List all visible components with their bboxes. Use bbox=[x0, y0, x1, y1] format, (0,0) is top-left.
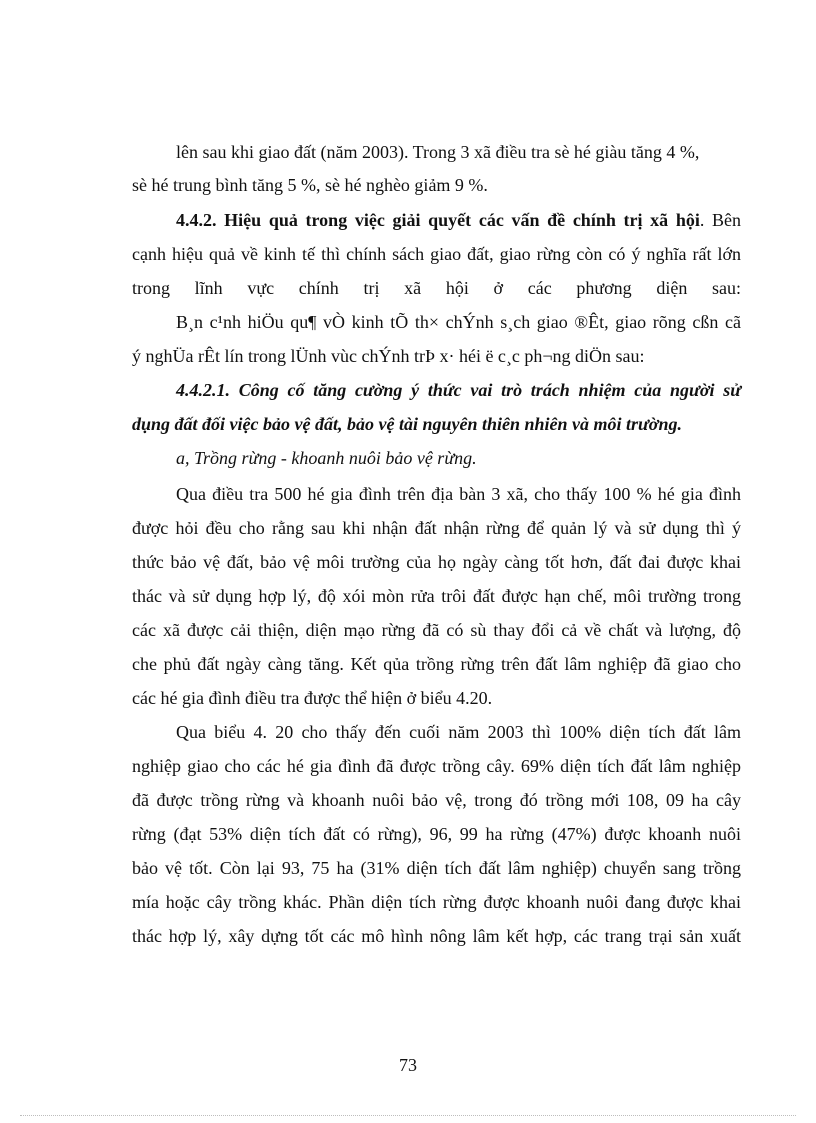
body-line: Qua biểu 4. 20 cho thấy đến cuối năm 2003 thì 100% diện tích đất lâm bbox=[176, 722, 741, 742]
body-text: . Bên bbox=[699, 210, 742, 230]
body-line: thác hợp lý, xây dựng tốt các mô hình nông lâm kết hợp, các trang trại sản xuất bbox=[132, 926, 741, 946]
subsection-heading-continued: dụng đất đối việc bảo vệ đất, bảo vệ tài nguyên thiên nhiên và môi trường. bbox=[132, 414, 682, 434]
page-bottom-divider bbox=[20, 1115, 796, 1116]
body-line: rừng (đạt 53% diện tích đất có rừng), 96, 99 ha rừng (47%) được khoanh nuôi bbox=[132, 824, 741, 844]
section-heading-4-4-2: 4.4.2. Hiệu quả trong việc giải quyết các vấn đề chính trị xã hội bbox=[176, 210, 700, 230]
body-line: lên sau khi giao đất (năm 2003). Trong 3 xã điều tra sè hé giàu tăng 4 %, bbox=[176, 142, 700, 162]
body-line: đã được trồng rừng và khoanh nuôi bảo vệ, trong đó trồng mới 108, 09 ha cây bbox=[132, 790, 741, 810]
body-line: thức bảo vệ đất, bảo vệ môi trường của họ ngày càng tốt hơn, đất đai được khai bbox=[132, 552, 741, 572]
item-heading-a: a, Trồng rừng - khoanh nuôi bảo vệ rừng. bbox=[176, 448, 477, 468]
garbled-body-line: ý nghÜa rÊt lín trong lÜnh vùc chÝnh trÞ x· héi ë c¸c ph¬ng diÖn sau: bbox=[132, 346, 645, 366]
body-line: che phủ đất ngày càng tăng. Kết qủa trồng rừng trên đất lâm nghiệp đã giao cho bbox=[132, 654, 741, 674]
body-line: sè hé trung bình tăng 5 %, sè hé nghèo giảm 9 %. bbox=[132, 175, 488, 195]
page-number: 73 bbox=[399, 1055, 417, 1075]
subsection-heading-4-4-2-1: 4.4.2.1. Công cố tăng cường ý thức vai trò trách nhiệm của người sử bbox=[176, 380, 741, 400]
body-line: Qua điều tra 500 hé gia đình trên địa bàn 3 xã, cho thấy 100 % hé gia đình bbox=[176, 484, 741, 504]
body-line: các xã được cải thiện, diện mạo rừng đã có sù thay đổi cả về chất và lượng, độ bbox=[132, 620, 741, 640]
section-heading-line bbox=[176, 209, 741, 231]
garbled-body-line: B¸n c¹nh hiÖu qu¶ vÒ kinh tÕ th× chÝnh s¸ch giao ®Êt, giao rõng cßn cã bbox=[176, 312, 741, 332]
body-line: nghiệp giao cho các hé gia đình đã được trồng cây. 69% diện tích đất lâm nghiệp bbox=[132, 756, 741, 776]
body-line: bảo vệ tốt. Còn lại 93, 75 ha (31% diện tích đất lâm nghiệp) chuyển sang trồng bbox=[132, 858, 741, 878]
body-line: trong lĩnh vực chính trị xã hội ở các phương diện sau: bbox=[132, 278, 741, 298]
body-line: thác và sử dụng hợp lý, độ xói mòn rửa trôi đất được hạn chế, môi trường trong bbox=[132, 586, 741, 606]
body-line: các hé gia đình điều tra được thể hiện ở biểu 4.20. bbox=[132, 688, 493, 708]
body-line: cạnh hiệu quả về kinh tế thì chính sách giao đất, giao rừng còn có ý nghĩa rất lớn bbox=[132, 244, 741, 264]
body-line: mía hoặc cây trồng khác. Phần diện tích rừng được khoanh nuôi đang được khai bbox=[132, 892, 741, 912]
body-line: được hỏi đều cho rằng sau khi nhận đất nhận rừng để quản lý và sử dụng thì ý bbox=[132, 518, 741, 538]
